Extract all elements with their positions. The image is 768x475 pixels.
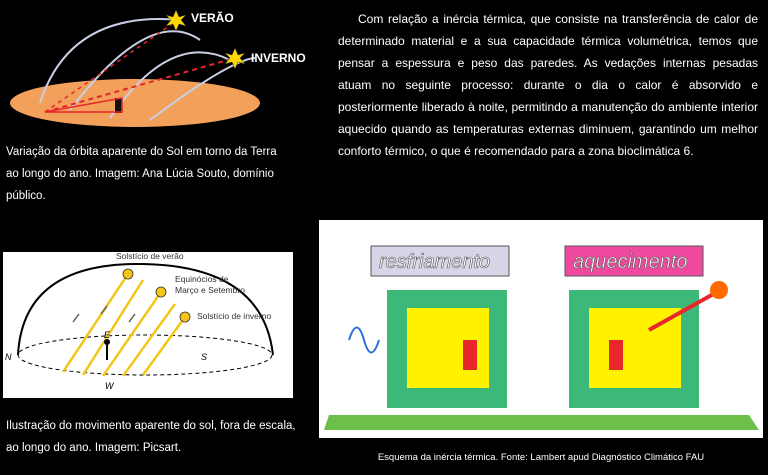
- sun-path-figure: [3, 252, 293, 398]
- sun-orbit-figure: [0, 0, 306, 135]
- label-equinox-2: Março e Setembro: [175, 285, 245, 295]
- label-winter: INVERNO: [251, 51, 306, 65]
- sun-heat-icon: [710, 281, 728, 299]
- label-south: S: [201, 352, 208, 362]
- sun-icon-summer: [166, 10, 186, 31]
- label-east: E: [104, 330, 111, 340]
- label-west: W: [105, 381, 114, 391]
- sun-winter-solstice-icon: [180, 312, 190, 322]
- label-equinox: Equinócios de: [175, 274, 229, 284]
- label-summer: VERÃO: [191, 11, 234, 25]
- caption-sun-path: Ilustração do movimento aparente do sol, fora de escala, ao longo do ano. Imagem: Picsart.: [6, 420, 296, 454]
- thermal-inertia-figure: [319, 220, 763, 438]
- person-heating-icon: [609, 340, 623, 370]
- label-summer-solstice: Solstício de verão: [116, 251, 184, 261]
- sun-equinox-icon: [156, 287, 166, 297]
- caption-sun-orbit: Variação da órbita aparente do Sol em torno da Terra ao longo do ano. Imagem: Ana Lúcia Souto, domínio público.: [6, 146, 277, 202]
- label-heating: aquecimento: [573, 251, 688, 273]
- person-cooling-icon: [463, 340, 477, 370]
- label-winter-solstice: Solstício de inverno: [197, 311, 272, 321]
- label-cooling: resfriamento: [379, 251, 491, 273]
- caption-thermal-inertia: Esquema da inércia térmica. Fonte: Lambert apud Diagnóstico Climático FAU: [377, 452, 705, 463]
- label-north: N: [5, 352, 12, 362]
- sun-summer-solstice-icon: [123, 269, 133, 279]
- paragraph-thermal-inertia: Com relação a inércia térmica, que consiste na transferência de calor de determinado material e a sua capacidade térmica volumétrica, temos que pensar a espessura e peso das paredes. As vedações internas pesadas atuam no seguinte processo: durante o dia o calor é absorvido e posteriormente liberado à noite, permitindo a manutenção do ambiente interior aquecido quando as temperaturas externas diminuem, garantindo um melhor conforto térmico, o que é recomendado para a zona bioclimática 6.: [338, 12, 758, 158]
